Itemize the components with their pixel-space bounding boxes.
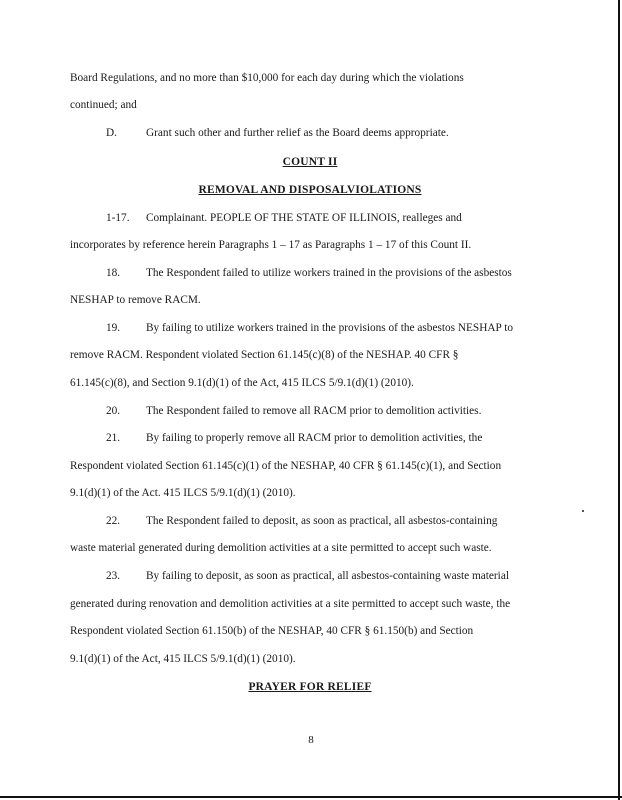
- body-line: generated during renovation and demolition activities at a site permitted to accept such waste, the: [70, 598, 511, 610]
- body-line: waste material generated during demolition activities at a site permitted to accept such waste.: [70, 542, 492, 554]
- scan-border-bottom: [0, 796, 622, 798]
- paragraph-1-17: [106, 211, 606, 225]
- paragraph-number: 23.: [106, 570, 121, 582]
- body-line: incorporates by reference herein Paragraphs 1 – 17 as Paragraphs 1 – 17 of this Count II.: [70, 239, 472, 251]
- paragraph-text: The Respondent failed to deposit, as soon as practical, all asbestos-containing: [146, 515, 498, 527]
- paragraph-19: [106, 321, 606, 335]
- paragraph-21: [106, 431, 606, 445]
- paragraph-number: 21.: [106, 432, 121, 444]
- paragraph-text: By failing to deposit, as soon as practical, all asbestos-containing waste material: [146, 570, 509, 582]
- paragraph-number: 20.: [106, 405, 121, 417]
- body-line: 9.1(d)(1) of the Act, 415 ILCS 5/9.1(d)(1) (2010).: [70, 653, 296, 665]
- paragraph-d: [106, 126, 606, 140]
- paragraph-text: Complainant. PEOPLE OF THE STATE OF ILLINOIS, realleges and: [146, 212, 462, 224]
- body-line: Respondent violated Section 61.150(b) of the NESHAP, 40 CFR § 61.150(b) and Section: [70, 625, 474, 637]
- prayer-heading: PRAYER FOR RELIEF: [248, 681, 372, 693]
- page-number: 8: [308, 734, 314, 746]
- body-line: Board Regulations, and no more than $10,000 for each day during which the violations: [70, 72, 464, 84]
- paragraph-20: [106, 404, 606, 418]
- paragraph-number: 1-17.: [106, 212, 130, 224]
- body-line: NESHAP to remove RACM.: [70, 294, 201, 306]
- body-line: 61.145(c)(8), and Section 9.1(d)(1) of the Act, 415 ILCS 5/9.1(d)(1) (2010).: [70, 377, 414, 389]
- paragraph-label: D.: [106, 127, 117, 139]
- paragraph-text: By failing to properly remove all RACM prior to demolition activities, the: [146, 432, 483, 444]
- scan-speck: [582, 510, 584, 512]
- paragraph-23: [106, 569, 606, 583]
- paragraph-number: 22.: [106, 515, 121, 527]
- scan-border-right: [618, 0, 620, 800]
- paragraph-text: The Respondent failed to remove all RACM prior to demolition activities.: [146, 405, 482, 417]
- paragraph-number: 18.: [106, 267, 121, 279]
- paragraph-18: [106, 266, 606, 280]
- paragraph-text: Grant such other and further relief as the Board deems appropriate.: [146, 127, 449, 139]
- count-heading: COUNT II: [282, 156, 338, 168]
- paragraph-22: [106, 514, 606, 528]
- paragraph-text: The Respondent failed to utilize workers trained in the provisions of the asbestos: [146, 267, 512, 279]
- paragraph-number: 19.: [106, 322, 121, 334]
- count-subheading: REMOVAL AND DISPOSALVIOLATIONS: [198, 184, 422, 196]
- body-line: 9.1(d)(1) of the Act. 415 ILCS 5/9.1(d)(1) (2010).: [70, 487, 296, 499]
- paragraph-text: By failing to utilize workers trained in the provisions of the asbestos NESHAP to: [146, 322, 513, 334]
- body-line: Respondent violated Section 61.145(c)(1) of the NESHAP, 40 CFR § 61.145(c)(1), and Section: [70, 460, 502, 472]
- body-line: remove RACM. Respondent violated Section 61.145(c)(8) of the NESHAP. 40 CFR §: [70, 349, 459, 361]
- body-line: continued; and: [70, 99, 137, 111]
